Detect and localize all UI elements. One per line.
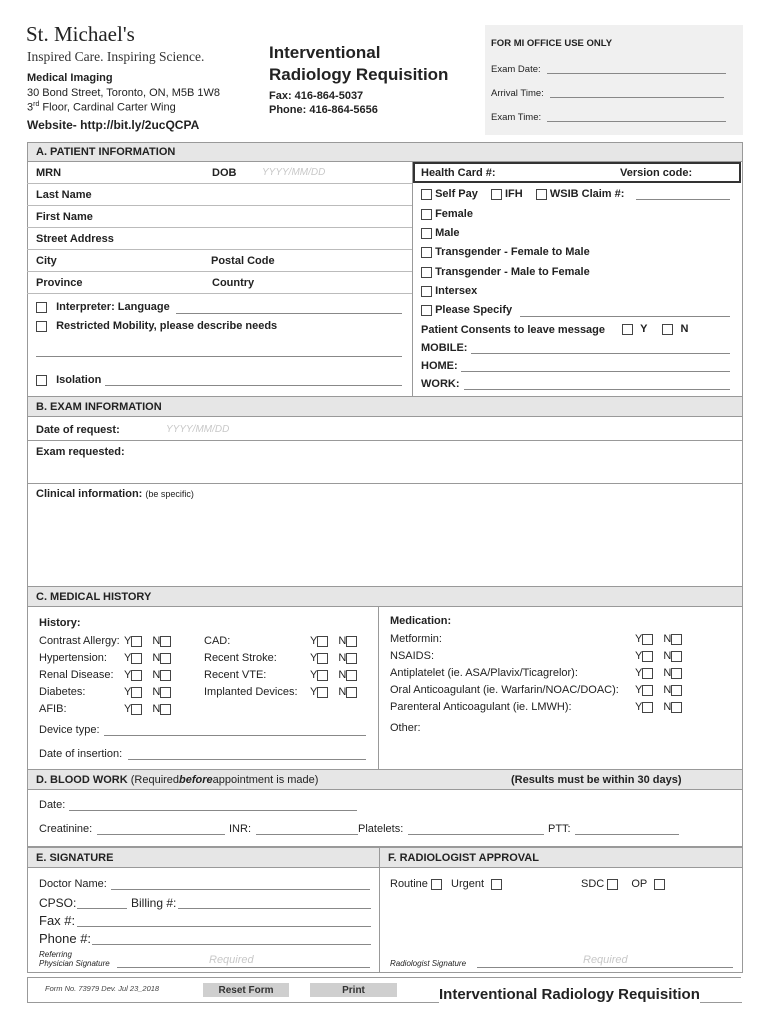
history-diabetes-yn	[124, 686, 171, 698]
med-oral-anticoagulant-yes-label: Y	[635, 684, 643, 696]
history-diabetes-yes-checkbox[interactable]	[131, 687, 142, 698]
routine-checkbox[interactable]	[431, 879, 442, 890]
address-line-2: 3rd Floor, Cardinal Carter Wing	[27, 101, 176, 114]
radiologist-signature-field[interactable]	[477, 967, 733, 968]
section-b-header: B. EXAM INFORMATION	[27, 396, 743, 417]
history-diabetes-label: Diabetes:	[39, 686, 86, 698]
tagline: Inspired Care. Inspiring Science.	[27, 49, 205, 64]
date-insertion-field[interactable]	[128, 759, 366, 760]
section-f-header: F. RADIOLOGIST APPROVAL	[379, 847, 743, 868]
history-contrast-allergy-no-checkbox[interactable]	[160, 636, 171, 647]
trans-mf-checkbox[interactable]	[421, 267, 432, 278]
health-card-label: Health Card #:	[421, 167, 496, 179]
section-c-header: C. MEDICAL HISTORY	[27, 586, 743, 607]
history-cad-yes-checkbox[interactable]	[317, 636, 328, 647]
date-request-placeholder[interactable]: YYYY/MM/DD	[166, 424, 230, 435]
date-request-label: Date of request:	[36, 424, 120, 436]
history-renal-disease-label: Renal Disease:	[39, 669, 114, 681]
history-recent-vte-yes-checkbox[interactable]	[317, 670, 328, 681]
history-afib-yes-label: Y	[124, 703, 132, 715]
payment-row	[421, 188, 624, 200]
work-field[interactable]	[464, 389, 730, 390]
op-label: OP	[631, 878, 648, 890]
cpso-field[interactable]	[77, 908, 127, 909]
history-implanted-devices-no-checkbox[interactable]	[346, 687, 357, 698]
history-diabetes-no-label: N	[152, 686, 161, 698]
isolation-field[interactable]	[105, 385, 402, 386]
section-a-header: A. PATIENT INFORMATION	[27, 142, 743, 162]
dob-label: DOB	[212, 167, 237, 179]
medication-label: Medication:	[390, 615, 452, 627]
gender-trans-fm-row	[421, 246, 590, 258]
history-hypertension-yes-checkbox[interactable]	[131, 653, 142, 664]
fax-number: Fax: 416-864-5037	[269, 90, 364, 102]
wsib-checkbox[interactable]	[536, 189, 547, 200]
history-renal-disease-no-label: N	[152, 669, 161, 681]
med-oral-anticoagulant-no-checkbox[interactable]	[671, 685, 682, 696]
date-request-row[interactable]	[27, 416, 743, 441]
exam-date-field[interactable]	[547, 73, 726, 74]
self-pay-checkbox[interactable]	[421, 189, 432, 200]
history-afib-label: AFIB:	[39, 703, 67, 715]
cpso-label: CPSO:	[39, 896, 77, 910]
exam-time-label: Exam Time:	[491, 112, 542, 123]
history-contrast-allergy-label: Contrast Allergy:	[39, 635, 120, 647]
med-oral-anticoagulant-label: Oral Anticoagulant (ie. Warfarin/NOAC/DOAC):	[390, 684, 619, 696]
platelets-field[interactable]	[408, 834, 544, 835]
med-parenteral-anticoagulant-yn	[635, 701, 682, 713]
med-parenteral-anticoagulant-yes-label: Y	[635, 701, 643, 713]
history-diabetes-no-checkbox[interactable]	[160, 687, 171, 698]
ifh-label: IFH	[505, 188, 523, 200]
office-use-title: FOR MI OFFICE USE ONLY	[491, 38, 613, 49]
consent-yes-label: Y	[640, 323, 648, 335]
postal-label: Postal Code	[211, 255, 275, 267]
history-recent-stroke-label: Recent Stroke:	[204, 652, 277, 664]
doctor-name-field[interactable]	[111, 889, 370, 890]
other-label: Other:	[390, 722, 421, 734]
history-renal-disease-yn	[124, 669, 171, 681]
mobility-label: Restricted Mobility, please describe needs	[56, 320, 278, 332]
province-label: Province	[36, 277, 83, 289]
exam-requested-row[interactable]	[27, 440, 743, 484]
history-cad-yn	[310, 635, 357, 647]
history-afib-no-label: N	[152, 703, 161, 715]
section-e-header: E. SIGNATURE	[27, 847, 380, 868]
street-label: Street Address	[36, 233, 114, 245]
arrival-time-label: Arrival Time:	[491, 88, 544, 99]
creatinine-field[interactable]	[97, 834, 225, 835]
med-metformin-label: Metformin:	[390, 633, 442, 645]
reset-form-button[interactable]: Reset Form	[203, 983, 289, 997]
med-parenteral-anticoagulant-no-checkbox[interactable]	[671, 702, 682, 713]
blood-date-field[interactable]	[69, 810, 357, 811]
history-recent-vte-no-checkbox[interactable]	[346, 670, 357, 681]
section-a-divider	[412, 161, 413, 397]
footer-title: Interventional Radiology Requisition	[439, 986, 700, 1003]
history-contrast-allergy-yes-label: Y	[124, 635, 132, 647]
inr-field[interactable]	[256, 834, 358, 835]
wsib-label: WSIB Claim #:	[549, 188, 625, 200]
isolation-checkbox[interactable]	[36, 375, 47, 386]
ptt-label: PTT:	[548, 823, 571, 835]
work-label: WORK:	[421, 378, 460, 390]
exam-date-label: Exam Date:	[491, 64, 541, 75]
radiologist-signature-label: Radiologist Signature	[390, 959, 467, 968]
billing-label: Billing #:	[131, 896, 177, 910]
routine-label: Routine	[390, 878, 428, 890]
consent-no-label: N	[680, 323, 689, 335]
history-afib-no-checkbox[interactable]	[160, 704, 171, 715]
self-pay-label: Self Pay	[435, 188, 478, 200]
history-cad-no-checkbox[interactable]	[346, 636, 357, 647]
history-hypertension-yn	[124, 652, 171, 664]
form-number: Form No. 73979 Dev. Jul 23_2018	[45, 984, 160, 993]
sdc-label: SDC	[581, 878, 605, 890]
history-recent-stroke-yes-label: Y	[310, 652, 318, 664]
consent-no-checkbox[interactable]	[662, 324, 673, 335]
history-recent-stroke-no-checkbox[interactable]	[346, 653, 357, 664]
history-implanted-devices-no-label: N	[338, 686, 347, 698]
isolation-row	[36, 374, 101, 386]
platelets-label: Platelets:	[358, 823, 404, 835]
physician-required: Required	[209, 954, 254, 966]
history-recent-stroke-no-label: N	[338, 652, 347, 664]
intersex-label: Intersex	[435, 285, 478, 297]
section-d-header: D. BLOOD WORK (Required before appointment is made) (Results must be within 30 days)	[27, 769, 743, 790]
doctor-phone-label: Phone #:	[39, 931, 92, 946]
history-afib-yes-checkbox[interactable]	[131, 704, 142, 715]
history-recent-stroke-yes-checkbox[interactable]	[317, 653, 328, 664]
doctor-fax-field[interactable]	[77, 926, 371, 927]
dob-placeholder[interactable]: YYYY/MM/DD	[262, 167, 326, 178]
female-checkbox[interactable]	[421, 209, 432, 220]
urgent-label: Urgent	[451, 878, 485, 890]
med-antiplatelet-no-checkbox[interactable]	[671, 668, 682, 679]
history-contrast-allergy-no-label: N	[152, 635, 161, 647]
trans-fm-checkbox[interactable]	[421, 247, 432, 258]
gender-male-row	[421, 227, 460, 239]
version-code-label: Version code:	[620, 167, 693, 179]
female-label: Female	[435, 208, 473, 220]
doctor-phone-field[interactable]	[92, 944, 371, 945]
date-insertion-label: Date of insertion:	[39, 748, 123, 760]
interpreter-label: Interpreter: Language	[56, 301, 170, 313]
med-oral-anticoagulant-yes-checkbox[interactable]	[642, 685, 653, 696]
office-use-box	[485, 25, 743, 135]
inr-label: INR:	[229, 823, 251, 835]
med-antiplatelet-no-label: N	[663, 667, 672, 679]
male-checkbox[interactable]	[421, 228, 432, 239]
referring-label: Referring	[39, 950, 72, 959]
history-afib-yn	[124, 703, 171, 715]
med-oral-anticoagulant-yn	[635, 684, 682, 696]
med-parenteral-anticoagulant-no-label: N	[663, 701, 672, 713]
first-name-label: First Name	[36, 211, 93, 223]
city-label: City	[36, 255, 57, 267]
med-metformin-yn	[635, 633, 682, 645]
mobility-row	[36, 320, 277, 332]
interpreter-checkbox[interactable]	[36, 302, 47, 313]
history-hypertension-no-label: N	[152, 652, 161, 664]
med-metformin-no-checkbox[interactable]	[671, 634, 682, 645]
history-diabetes-yes-label: Y	[124, 686, 132, 698]
last-name-label: Last Name	[36, 189, 92, 201]
history-recent-vte-yn	[310, 669, 357, 681]
mobile-label: MOBILE:	[421, 342, 468, 354]
history-implanted-devices-yes-label: Y	[310, 686, 318, 698]
med-antiplatelet-label: Antiplatelet (ie. ASA/Plavix/Ticagrelor):	[390, 667, 578, 679]
male-label: Male	[435, 227, 460, 239]
creatinine-label: Creatinine:	[39, 823, 93, 835]
intersex-checkbox[interactable]	[421, 286, 432, 297]
device-type-field[interactable]	[104, 735, 366, 736]
sdc-checkbox[interactable]	[607, 879, 618, 890]
form-title-line-2: Radiology Requisition	[269, 65, 449, 84]
specify-label: Please Specify	[435, 304, 513, 316]
ifh-checkbox[interactable]	[491, 189, 502, 200]
interpreter-field[interactable]	[176, 313, 402, 314]
home-label: HOME:	[421, 360, 458, 372]
sdc-op-options	[581, 878, 665, 890]
history-renal-disease-no-checkbox[interactable]	[160, 670, 171, 681]
gender-female-row	[421, 208, 473, 220]
clinical-info-label: Clinical information: (be specific)	[36, 488, 194, 500]
history-cad-yes-label: Y	[310, 635, 318, 647]
ptt-field[interactable]	[575, 834, 679, 835]
website-link[interactable]: Website- http://bit.ly/2ucQCPA	[27, 118, 200, 132]
med-nsaids-yes-checkbox[interactable]	[642, 651, 653, 662]
exam-time-field[interactable]	[547, 121, 726, 122]
med-oral-anticoagulant-no-label: N	[663, 684, 672, 696]
footer-rule	[712, 1002, 742, 1003]
history-renal-disease-yes-label: Y	[124, 669, 132, 681]
med-parenteral-anticoagulant-label: Parenteral Anticoagulant (ie. LMWH):	[390, 701, 572, 713]
isolation-label: Isolation	[56, 374, 102, 386]
doctor-fax-label: Fax #:	[39, 913, 76, 928]
consent-options	[622, 323, 688, 335]
specify-checkbox[interactable]	[421, 305, 432, 316]
approval-options	[390, 878, 502, 890]
mobility-checkbox[interactable]	[36, 321, 47, 332]
billing-field[interactable]	[178, 908, 371, 909]
history-implanted-devices-yn	[310, 686, 357, 698]
results-note: (Results must be within 30 days)	[511, 774, 682, 786]
history-recent-vte-no-label: N	[338, 669, 347, 681]
physician-signature-label: Physician Signature	[39, 959, 110, 968]
history-contrast-allergy-yn	[124, 635, 171, 647]
blood-date-label: Date:	[39, 799, 66, 811]
med-nsaids-yn	[635, 650, 682, 662]
history-hypertension-label: Hypertension:	[39, 652, 107, 664]
history-implanted-devices-label: Implanted Devices:	[204, 686, 298, 698]
gender-specify-row	[421, 304, 512, 316]
doctor-name-label: Doctor Name:	[39, 878, 107, 890]
trans-fm-label: Transgender - Female to Male	[435, 246, 590, 258]
exam-requested-label: Exam requested:	[36, 446, 125, 458]
country-label: Country	[212, 277, 255, 289]
radiologist-required: Required	[583, 954, 628, 966]
consent-yes-checkbox[interactable]	[622, 324, 633, 335]
section-d-body	[27, 789, 743, 847]
history-hypertension-no-checkbox[interactable]	[160, 653, 171, 664]
gender-trans-mf-row	[421, 266, 590, 278]
interpreter-row	[36, 301, 170, 313]
history-recent-stroke-yn	[310, 652, 357, 664]
op-checkbox[interactable]	[654, 879, 665, 890]
phone-number: Phone: 416-864-5656	[269, 104, 378, 116]
arrival-time-field[interactable]	[550, 97, 724, 98]
mrn-label: MRN	[36, 167, 62, 179]
history-label: History:	[39, 617, 81, 629]
history-recent-vte-yes-label: Y	[310, 669, 318, 681]
section-c-divider	[378, 606, 379, 770]
urgent-checkbox[interactable]	[491, 879, 502, 890]
med-antiplatelet-yn	[635, 667, 682, 679]
home-field[interactable]	[461, 371, 730, 372]
history-implanted-devices-yes-checkbox[interactable]	[317, 687, 328, 698]
print-button[interactable]: Print	[310, 983, 397, 997]
specify-field[interactable]	[520, 316, 730, 317]
med-metformin-no-label: N	[663, 633, 672, 645]
hospital-logo: St. Michael's	[26, 22, 135, 46]
history-contrast-allergy-yes-checkbox[interactable]	[131, 636, 142, 647]
physician-signature-field[interactable]	[117, 967, 370, 968]
gender-intersex-row	[421, 285, 477, 297]
mobility-field[interactable]	[36, 356, 402, 357]
med-antiplatelet-yes-checkbox[interactable]	[642, 668, 653, 679]
wsib-field[interactable]	[636, 199, 730, 200]
med-nsaids-yes-label: Y	[635, 650, 643, 662]
med-nsaids-no-checkbox[interactable]	[671, 651, 682, 662]
history-hypertension-yes-label: Y	[124, 652, 132, 664]
med-parenteral-anticoagulant-yes-checkbox[interactable]	[642, 702, 653, 713]
history-cad-no-label: N	[338, 635, 347, 647]
form-title-line-1: Interventional	[269, 43, 381, 62]
history-recent-vte-label: Recent VTE:	[204, 669, 267, 681]
consent-label: Patient Consents to leave message	[421, 324, 606, 336]
med-metformin-yes-checkbox[interactable]	[642, 634, 653, 645]
med-metformin-yes-label: Y	[635, 633, 643, 645]
history-cad-label: CAD:	[204, 635, 231, 647]
history-renal-disease-yes-checkbox[interactable]	[131, 670, 142, 681]
med-nsaids-label: NSAIDS:	[390, 650, 435, 662]
department: Medical Imaging	[27, 72, 113, 84]
med-antiplatelet-yes-label: Y	[635, 667, 643, 679]
address-line-1: 30 Bond Street, Toronto, ON, M5B 1W8	[27, 87, 221, 99]
med-nsaids-no-label: N	[663, 650, 672, 662]
trans-mf-label: Transgender - Male to Female	[435, 266, 590, 278]
device-type-label: Device type:	[39, 724, 100, 736]
mobile-field[interactable]	[471, 353, 730, 354]
